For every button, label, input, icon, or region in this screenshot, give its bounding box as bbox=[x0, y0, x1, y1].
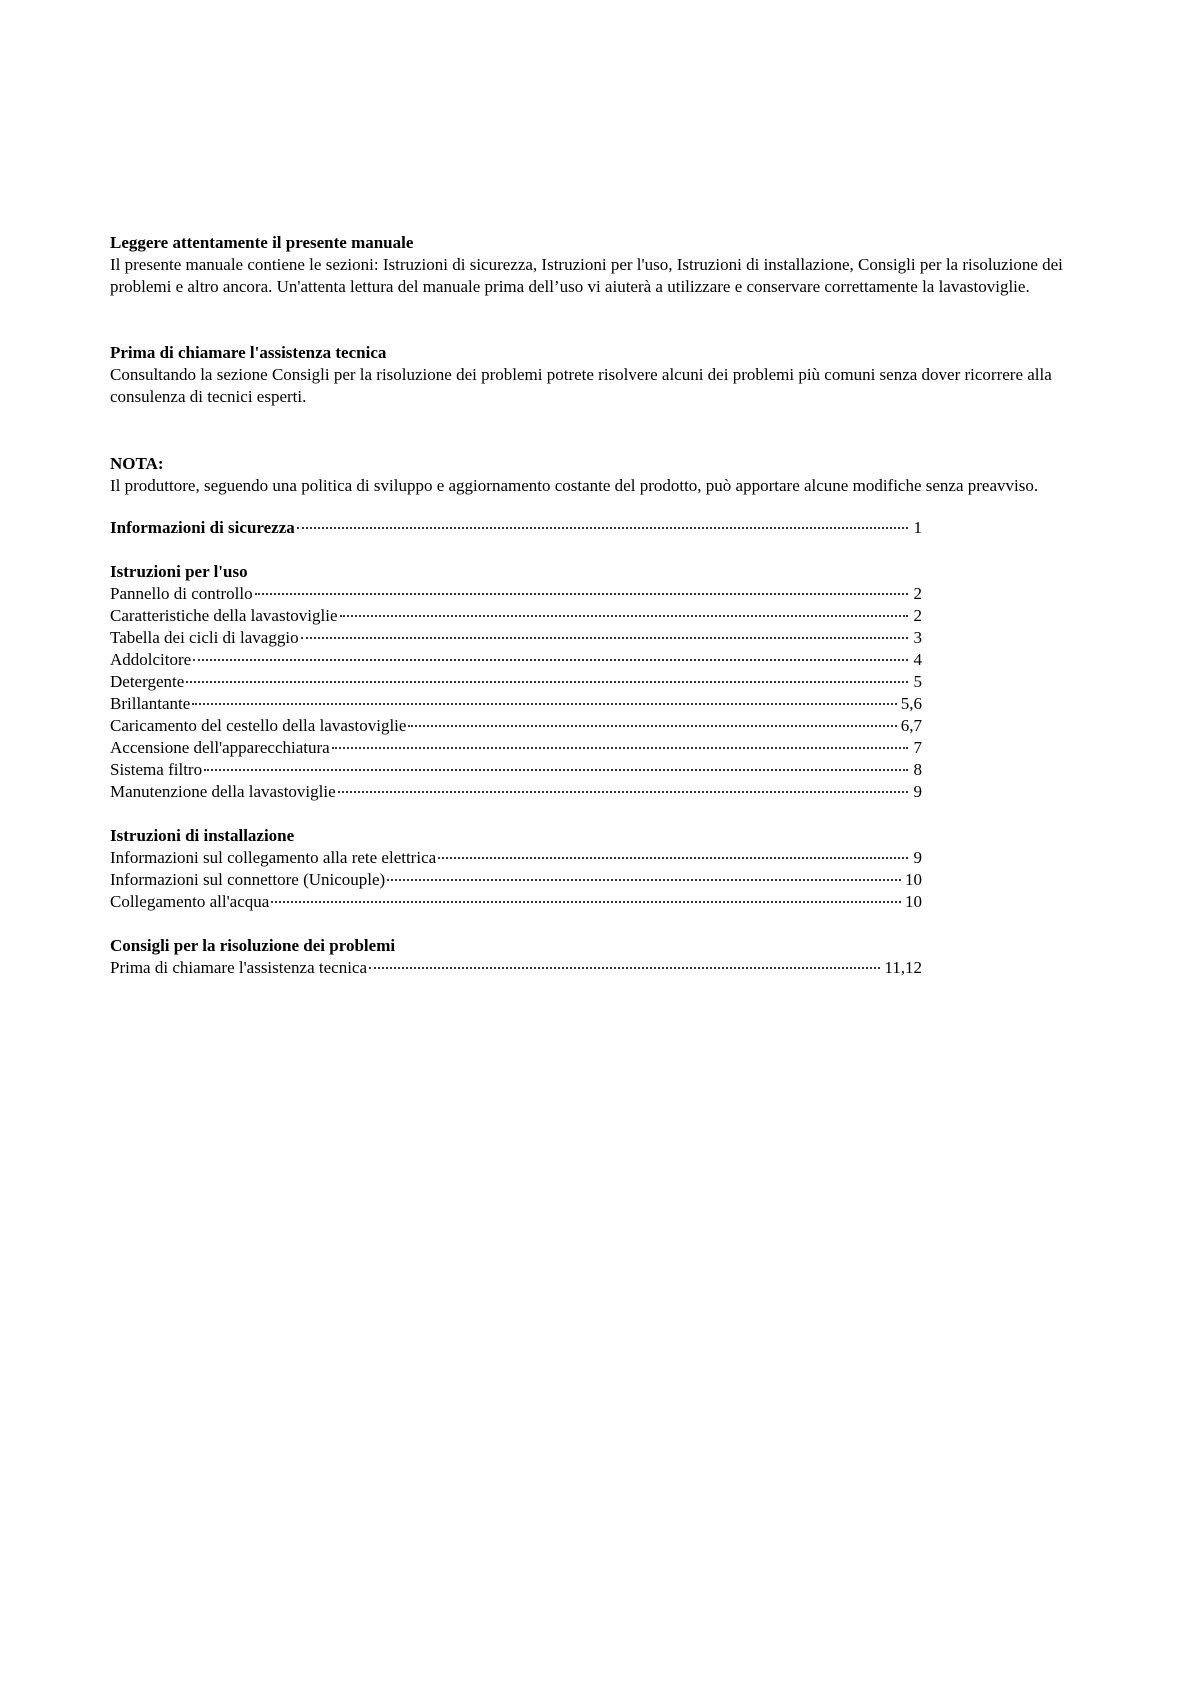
toc-entry-label: Addolcitore bbox=[110, 650, 192, 669]
toc-entry-label: Pannello di controllo bbox=[110, 584, 253, 603]
toc-entry-page: 9 bbox=[913, 848, 922, 867]
manual-page bbox=[110, 232, 1082, 1001]
toc-leader-dots bbox=[297, 527, 908, 529]
toc-entry-label: Manutenzione della lavastoviglie bbox=[110, 782, 336, 801]
note-section bbox=[110, 453, 1082, 497]
toc-group-title: Istruzioni per l'uso bbox=[110, 562, 248, 581]
note-heading: NOTA: bbox=[110, 454, 164, 473]
toc-entry[interactable] bbox=[110, 781, 922, 803]
toc-entry-label: Informazioni sul connettore (Unicouple) bbox=[110, 870, 386, 889]
assistance-section bbox=[110, 342, 1082, 408]
toc-group-use bbox=[110, 561, 922, 803]
toc-entry-label: Collegamento all'acqua bbox=[110, 892, 270, 911]
toc-leader-dots bbox=[193, 659, 908, 661]
toc-entry[interactable] bbox=[110, 517, 922, 539]
toc-entry-page: 11,12 bbox=[884, 958, 922, 977]
toc-entry-label: Caricamento del cestello della lavastoviglie bbox=[110, 716, 407, 735]
toc-entry[interactable] bbox=[110, 737, 922, 759]
toc-entry-label: Accensione dell'apparecchiatura bbox=[110, 738, 330, 757]
toc-entry-label: Informazioni di sicurezza bbox=[110, 518, 295, 537]
toc-entry-label: Brillantante bbox=[110, 694, 191, 713]
intro-text: Il presente manuale contiene le sezioni: Istruzioni di sicurezza, Istruzioni per l'uso, Istruzioni di installazione, Consigli per la risoluzione dei problemi e altro ancora. Un'attenta lettura del manuale prima dell’uso vi aiuterà a utilizzare e conservare correttamente la lavastoviglie. bbox=[110, 255, 1063, 296]
toc-entry-page: 6,7 bbox=[900, 716, 922, 735]
assistance-heading: Prima di chiamare l'assistenza tecnica bbox=[110, 343, 387, 362]
toc-entry-label: Sistema filtro bbox=[110, 760, 203, 779]
toc-entry[interactable] bbox=[110, 891, 922, 913]
toc-entry[interactable] bbox=[110, 671, 922, 693]
toc-entry-page: 3 bbox=[913, 628, 922, 647]
toc-entry-label: Tabella dei cicli di lavaggio bbox=[110, 628, 299, 647]
toc-entry-page: 8 bbox=[913, 760, 922, 779]
toc-group-title: Istruzioni di installazione bbox=[110, 826, 295, 845]
toc-entry-page: 9 bbox=[913, 782, 922, 801]
toc-leader-dots bbox=[338, 791, 908, 793]
toc-entry[interactable] bbox=[110, 583, 922, 605]
toc-group-troubleshooting bbox=[110, 935, 922, 979]
toc-group-install bbox=[110, 825, 922, 913]
toc-entry[interactable] bbox=[110, 957, 922, 979]
toc-entry[interactable] bbox=[110, 847, 922, 869]
toc-entry-page: 7 bbox=[913, 738, 922, 757]
assistance-text: Consultando la sezione Consigli per la risoluzione dei problemi potrete risolvere alcuni dei problemi più comuni senza dover ricorrere alla consulenza di tecnici esperti. bbox=[110, 365, 1052, 406]
toc-group-safety bbox=[110, 517, 922, 539]
toc-leader-dots bbox=[369, 967, 880, 969]
toc-entry-page: 4 bbox=[913, 650, 922, 669]
toc-entry-page: 5,6 bbox=[900, 694, 922, 713]
toc-entry[interactable] bbox=[110, 693, 922, 715]
toc-leader-dots bbox=[387, 879, 901, 881]
toc-leader-dots bbox=[192, 703, 896, 705]
toc-entry-page: 1 bbox=[913, 518, 922, 537]
toc-entry-label: Informazioni sul collegamento alla rete elettrica bbox=[110, 848, 437, 867]
intro-section bbox=[110, 232, 1082, 298]
toc-leader-dots bbox=[255, 593, 908, 595]
toc-entry-page: 5 bbox=[913, 672, 922, 691]
toc-leader-dots bbox=[340, 615, 908, 617]
toc-entry-label: Prima di chiamare l'assistenza tecnica bbox=[110, 958, 368, 977]
toc-leader-dots bbox=[332, 747, 908, 749]
toc-entry-page: 10 bbox=[905, 892, 922, 911]
toc-leader-dots bbox=[438, 857, 908, 859]
note-text: Il produttore, seguendo una politica di sviluppo e aggiornamento costante del prodotto, può apportare alcune modifiche senza preavviso. bbox=[110, 476, 1039, 495]
toc-leader-dots bbox=[408, 725, 896, 727]
intro-heading: Leggere attentamente il presente manuale bbox=[110, 233, 414, 252]
toc-entry[interactable] bbox=[110, 627, 922, 649]
toc-entry[interactable] bbox=[110, 649, 922, 671]
toc-entry-page: 2 bbox=[913, 584, 922, 603]
toc-entry-page: 10 bbox=[905, 870, 922, 889]
toc-leader-dots bbox=[301, 637, 908, 639]
toc-entry[interactable] bbox=[110, 869, 922, 891]
toc-entry[interactable] bbox=[110, 715, 922, 737]
toc-leader-dots bbox=[186, 681, 908, 683]
toc-entry[interactable] bbox=[110, 605, 922, 627]
table-of-contents bbox=[110, 517, 922, 979]
toc-leader-dots bbox=[204, 769, 908, 771]
toc-entry-page: 2 bbox=[913, 606, 922, 625]
toc-group-title: Consigli per la risoluzione dei problemi bbox=[110, 936, 396, 955]
toc-entry[interactable] bbox=[110, 759, 922, 781]
toc-leader-dots bbox=[271, 901, 901, 903]
toc-entry-label: Caratteristiche della lavastoviglie bbox=[110, 606, 338, 625]
toc-entry-label: Detergente bbox=[110, 672, 185, 691]
